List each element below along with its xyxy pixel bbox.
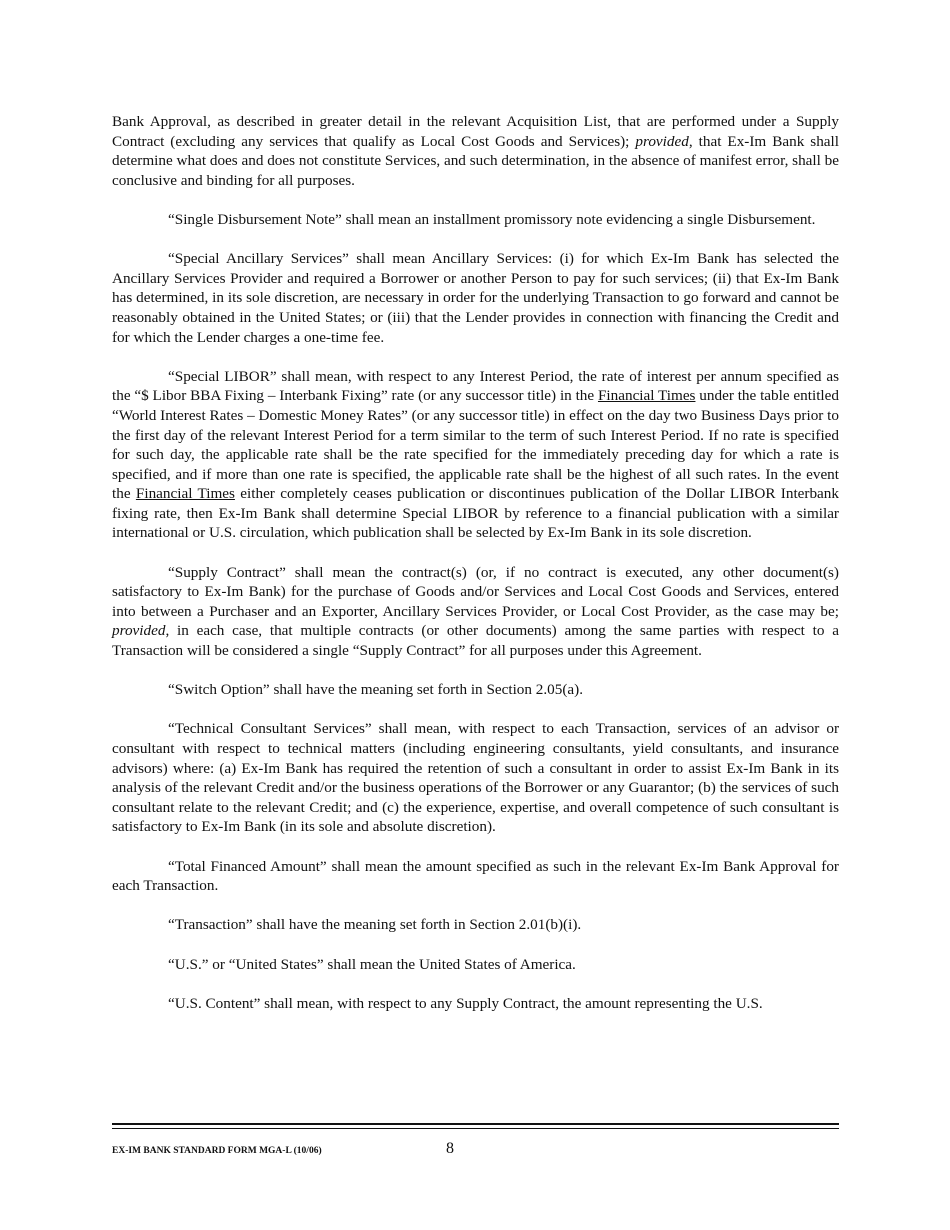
document-body (112, 112, 839, 1013)
footer-form-label: EX-IM BANK STANDARD FORM MGA-L (10/06) (112, 1146, 322, 1156)
definition-switch-option: “Switch Option” shall have the meaning set forth in Section 2.05(a). (168, 681, 584, 699)
provided-italic: provided (635, 132, 689, 150)
financial-times-underlined: Financial Times (597, 387, 696, 405)
financial-times-underlined: Financial Times (135, 485, 235, 503)
definition-transaction: “Transaction” shall have the meaning set forth in Section 2.01(b)(i). (168, 916, 582, 934)
footer-rule-thin (112, 1128, 839, 1129)
definition-single-disbursement-note: “Single Disbursement Note” shall mean an installment promissory note evidencing a single Disbursement. (168, 210, 816, 228)
definition-total-financed-amount: “Total Financed Amount” shall mean the amount specified as such in the relevant Ex-Im Bank Approval for each Transaction. (112, 857, 839, 895)
page-number: 8 (446, 1140, 454, 1157)
footer-rule-thick (112, 1123, 839, 1125)
definition-us: “U.S.” or “United States” shall mean the United States of America. (168, 955, 576, 973)
definition-special-ancillary-services: “Special Ancillary Services” shall mean Ancillary Services: (i) for which Ex-Im Bank has selected the Ancillary Services Provider and required a Borrower or another Person to pay for such services; (ii) that Ex-Im Bank has determined, in its sole discretion, are necessary in order for the underlying Transaction to go forward and cannot be reasonably obtained in the United States; or (iii) that the Lender provides in connection with financing the Credit and for which the Lender charges a one-time fee. (112, 250, 839, 346)
definition-special-libor: “Special LIBOR” shall mean, with respect to any Interest Period, the rate of interest per annum specified as the “$ Libor BBA Fixing – Interbank Fixing” rate (or any successor title) in the Financial Times under the table entitled “World Interest Rates – Domestic Money Rates” (or any successor title) in effect on the day two Business Days prior to the first day of the relevant Interest Period for a term similar to the term of such Interest Period. If no rate is specified for such day, the applicable rate shall be the rate specified for the immediately preceding day for which a rate is specified, and if more than one rate is specified, the applicable rate shall be the highest of all such rates. In the event the Financial Times either completely ceases publication or discontinues publication of the Dollar LIBOR Interbank fixing rate, then Ex-Im Bank shall determine Special LIBOR by reference to a financial publication with a similar international or U.S. circulation, which publication shall be selected by Ex-Im Bank in its sole discretion. (112, 367, 839, 542)
definition-technical-consultant-services: “Technical Consultant Services” shall mean, with respect to each Transaction, services of an advisor or consultant with respect to technical matters (including engineering consultants, yield consultants, and insurance advisors) where: (a) Ex-Im Bank has required the retention of such a consultant in order to assist Ex-Im Bank in its analysis of the relevant Credit and/or the business operations of the Borrower or any Guarantor; (b) the services of such consultant relate to the relevant Credit; and (c) the experience, expertise, and overall competence of such consultant is satisfactory to Ex-Im Bank (in its sole and absolute discretion). (112, 720, 839, 836)
provided-italic: provided (112, 622, 166, 640)
definition-supply-contract: “Supply Contract” shall mean the contract(s) (or, if no contract is executed, any other document(s) satisfactory to Ex-Im Bank) for the purchase of Goods and/or Services and Local Cost Goods and Services, entered into between a Purchaser and an Exporter, Ancillary Services Provider, or Local Cost Provider, as the case may be; provided, in each case, that multiple contracts (or other documents) among the same parties with respect to a Transaction will be considered a single “Supply Contract” for all purposes under this Agreement. (112, 563, 839, 660)
paragraph-services-continued: Bank Approval, as described in greater detail in the relevant Acquisition List, that are performed under a Supply Contract (excluding any services that qualify as Local Cost Goods and Services); provided, that Ex-Im Bank shall determine what does and does not constitute Services, and such determination, in the absence of manifest error, shall be conclusive and binding for all purposes. (112, 113, 839, 189)
definition-us-content: “U.S. Content” shall mean, with respect to any Supply Contract, the amount representing the U.S. (168, 994, 763, 1012)
